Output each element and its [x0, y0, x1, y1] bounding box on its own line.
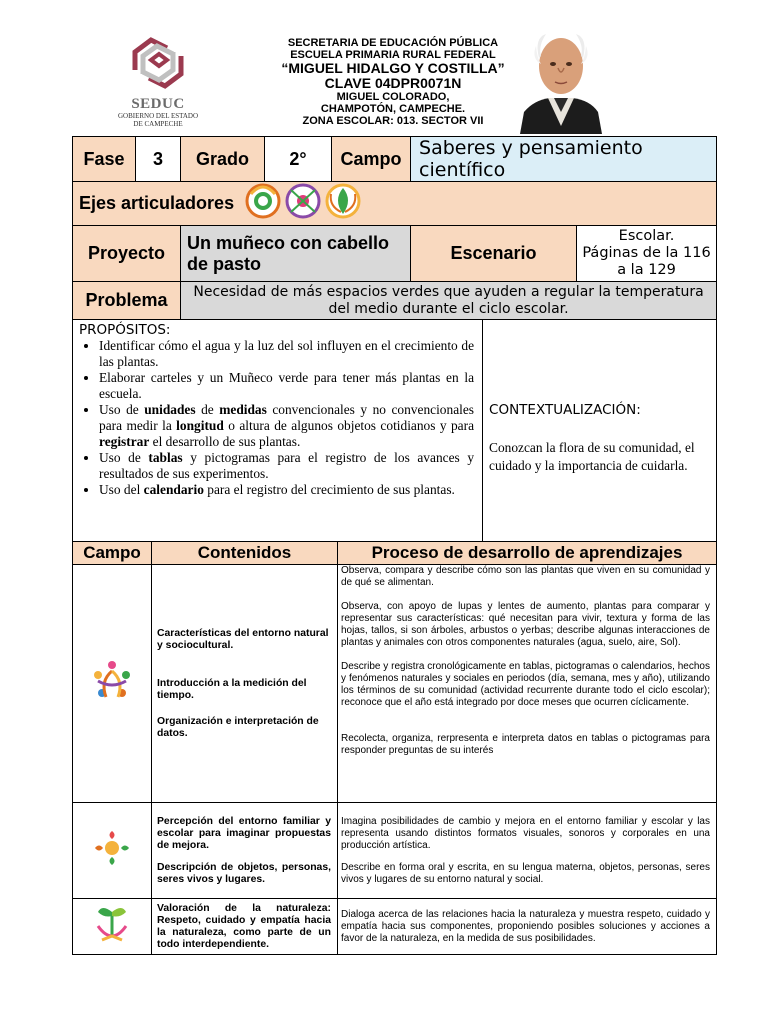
row1-contenido-2: Introducción a la medición del tiempo.	[157, 677, 307, 701]
row2-proceso	[338, 803, 717, 899]
interculturality-icon	[327, 185, 359, 217]
document-header	[0, 0, 768, 136]
fase-label: Fase	[73, 137, 136, 182]
escenario-line-2: Páginas de la 116	[582, 245, 711, 261]
row1-proceso-2: Observa, con apoyo de lupas y lentes de aumento, plantas para comparar y representar sus características: qué necesitan para vivir, textura y forma de las hojas, tallos, si son árboles, arbustos o yerbas; describe algunas interacciones de plantas y animales con otros componentes naturales (agua, suelo, aire, Sol).	[341, 601, 710, 648]
row3-contenidos	[152, 899, 338, 955]
contextualizacion-title: CONTEXTUALIZACIÓN:	[489, 402, 641, 418]
contextualizacion-cell	[483, 320, 717, 557]
planning-table	[72, 136, 717, 557]
fase-value: 3	[136, 137, 181, 182]
proposito-text: Elaborar carteles y un Muñeco verde para tener más plantas en la escuela.	[99, 370, 475, 401]
row1-contenido-3: Organización e interpretación de datos.	[157, 715, 319, 739]
proposito-item	[99, 402, 474, 450]
row1-proceso-3: Describe y registra cronológicamente en tablas, pictogramas o calendarios, hechos y fenómenos naturales y sociales en periodos (día, semana, mes y año), utilizando los términos de su comunidad (actividad recurrente durante todo el ciclo escolar); reconoce que el año está integrado por doce meses que ocurren cíclicamente.	[341, 661, 710, 708]
row3-proceso	[338, 899, 717, 955]
row3-campo-cell	[73, 899, 152, 955]
propositos-list	[79, 338, 474, 498]
contextualizacion-text: Conozcan la flora de su comunidad, el cuidado y la importancia de cuidarla.	[489, 440, 695, 473]
proposito-text: de	[195, 402, 220, 417]
critical-thinking-icon	[287, 185, 319, 217]
proposito-bold-text: tablas	[148, 450, 183, 465]
proposito-text: Uso de	[99, 402, 145, 417]
row1-proceso	[338, 565, 717, 803]
proposito-item	[99, 370, 474, 402]
proposito-text: Uso del	[99, 482, 144, 497]
escenario-label: Escenario	[411, 226, 577, 282]
proposito-text: y pictogramas para el registro de los avances y resultados de sus experimentos.	[99, 450, 475, 481]
school-clave: CLAVE 04DPR0071N	[324, 75, 462, 91]
row1-campo-cell	[73, 565, 152, 803]
proposito-text: para el registro del crecimiento de sus plantas.	[203, 482, 455, 497]
community-people-icon	[90, 659, 134, 703]
grado-value: 2°	[265, 137, 332, 182]
row2-contenido-1: Percepción del entorno familiar y escolar para imaginar propuestas de mejora.	[157, 815, 331, 851]
row2-proceso-1: Imagina posibilidades de cambio y mejora en el entorno familiar y escolar y las representa usando distintos formatos visuales, sonoros y corporales en una producción artística.	[341, 815, 710, 851]
proposito-text: Uso de	[99, 450, 149, 465]
row1-contenido-1: Características del entorno natural y sociocultural.	[157, 627, 329, 651]
logo-subtitle-1: GOBIERNO DEL ESTADO	[117, 112, 199, 120]
ejes-icons	[245, 182, 365, 225]
school-info	[270, 37, 516, 127]
problema-label: Problema	[73, 282, 181, 320]
row3-contenido-1: Valoración de la naturaleza: Respeto, cuidado y empatía hacia la naturaleza, como parte de un todo interdependiente.	[157, 902, 331, 950]
contents-table	[72, 541, 717, 955]
ejes-row	[73, 182, 717, 226]
proposito-item	[99, 450, 474, 482]
escenario-line-3: a la 129	[617, 262, 676, 278]
proposito-bold-text: registrar	[99, 434, 150, 449]
campo-value: Saberes y pensamiento científico	[411, 137, 717, 182]
campo-label: Campo	[332, 137, 411, 182]
seduc-logo	[108, 30, 208, 136]
proposito-item	[99, 482, 474, 498]
escenario-line-1: Escolar.	[618, 228, 675, 244]
grado-label: Grado	[181, 137, 265, 182]
sun-flower-icon	[91, 827, 133, 869]
school-line-6: CHAMPOTÓN, CAMPECHE.	[320, 103, 466, 115]
proposito-text: el desarrollo de sus plantas.	[149, 434, 301, 449]
escenario-value	[577, 226, 717, 282]
propositos-title: PROPÓSITOS:	[79, 322, 171, 338]
proyecto-label: Proyecto	[73, 226, 181, 282]
proceso-header: Proceso de desarrollo de aprendizajes	[338, 542, 717, 565]
proposito-text: o altura de algunos objetos cotidianos y para	[223, 418, 475, 433]
row2-proceso-2: Describe en forma oral y escrita, en su lengua materna, objetos, personas, seres vivos y lugares de su entorno natural y social.	[341, 861, 710, 885]
school-line-1: SECRETARIA DE EDUCACIÓN PÚBLICA	[287, 37, 499, 49]
contenidos-header: Contenidos	[152, 542, 338, 565]
proposito-bold-text: longitud	[176, 418, 224, 433]
ejes-label: Ejes articuladores	[79, 193, 235, 213]
logo-subtitle-2: DE CAMPECHE	[133, 120, 183, 128]
row3-proceso-1: Dialoga acerca de las relaciones hacia la naturaleza y muestra respeto, cuidado y empatía hacia sus componentes, proponiendo posibles soluciones y acciones a favor de la naturaleza, en la medida de sus posibilidades.	[341, 908, 710, 944]
hidalgo-portrait	[510, 28, 612, 134]
proposito-bold-text: calendario	[143, 482, 204, 497]
logo-name: SEDUC	[131, 96, 185, 112]
row2-contenido-2: Descripción de objetos, personas, seres vivos y lugares.	[157, 861, 331, 885]
proposito-bold-text: unidades	[144, 402, 196, 417]
row2-contenidos	[152, 803, 338, 899]
school-line-5: MIGUEL COLORADO,	[336, 91, 450, 103]
campo-header: Campo	[73, 542, 152, 565]
seduc-emblem-icon	[129, 30, 187, 96]
proposito-text: convencionales y no convencionales para medir la	[99, 402, 475, 433]
inclusion-icon	[247, 185, 279, 217]
sprout-person-icon	[92, 902, 132, 946]
proposito-item	[99, 338, 474, 370]
proposito-bold-text: medidas	[219, 402, 267, 417]
school-name: “MIGUEL HIDALGO Y COSTILLA”	[281, 60, 505, 76]
row2-campo-cell	[73, 803, 152, 899]
row1-proceso-1: Observa, compara y describe cómo son las plantas que viven en su comunidad y de qué se alimentan.	[341, 565, 710, 588]
proposito-text: Identificar cómo el agua y la luz del sol influyen en el crecimiento de las plantas.	[99, 338, 475, 369]
row1-contenidos	[152, 565, 338, 803]
propositos-cell	[73, 320, 483, 557]
proyecto-value: Un muñeco con cabello de pasto	[181, 226, 411, 282]
row1-proceso-4: Recolecta, organiza, rerpresenta e interpreta datos en tablas o pictogramas para responder preguntas de su interés	[341, 733, 710, 756]
problema-value: Necesidad de más espacios verdes que ayuden a regular la temperatura del medio durante el ciclo escolar.	[181, 282, 717, 320]
school-line-2: ESCUELA PRIMARIA RURAL FEDERAL	[290, 49, 496, 61]
school-line-7: ZONA ESCOLAR: 013. SECTOR VII	[302, 115, 484, 127]
